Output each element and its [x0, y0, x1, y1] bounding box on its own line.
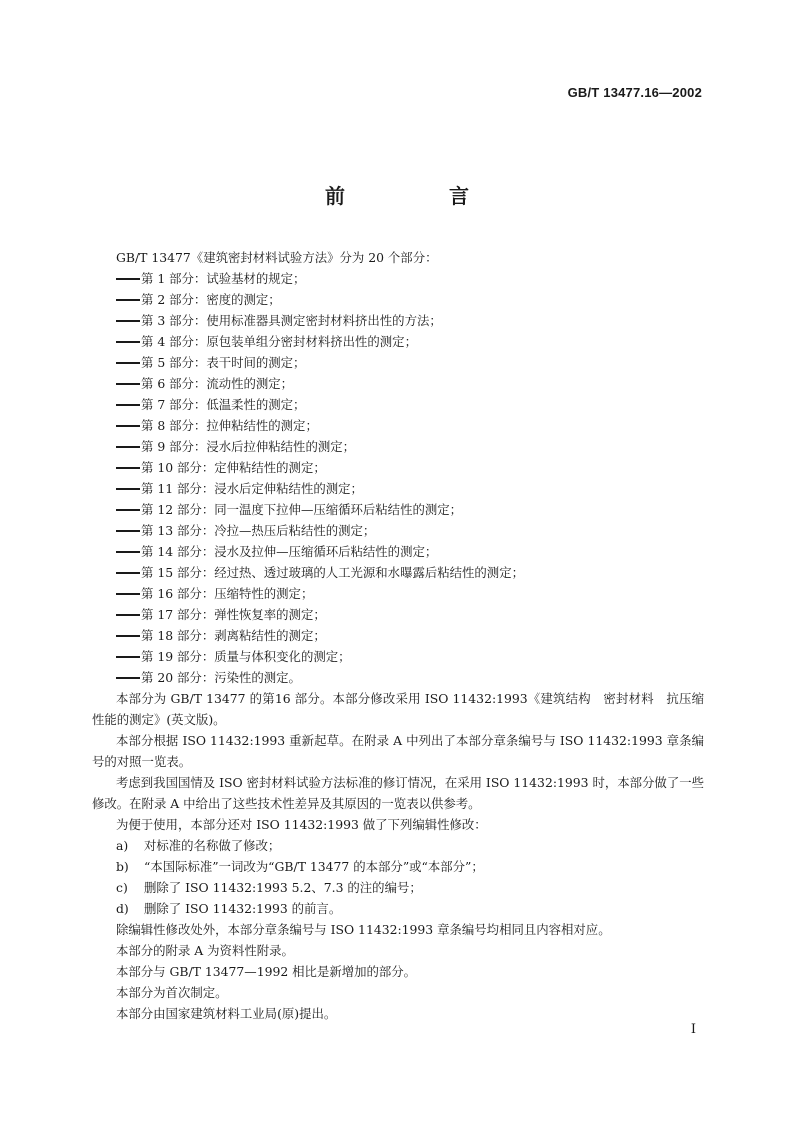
- standard-code: GB/T 13477.16—2002: [567, 85, 702, 100]
- closing-paragraph: 本部分由国家建筑材料工业局(原)提出。: [116, 1006, 337, 1021]
- list-item: 第 12 部分：同一温度下拉伸—压缩循环后粘结性的测定；: [92, 499, 704, 520]
- list-item: 第 6 部分：流动性的测定；: [92, 373, 704, 394]
- editorial-intro-paragraph: 为便于使用，本部分还对 ISO 11432:1993 做了下列编辑性修改：: [116, 817, 487, 832]
- closing-paragraph: 除编辑性修改处外，本部分章条编号与 ISO 11432:1993 章条编号均相同且内容相对应。: [116, 922, 611, 937]
- em-dash-mark: [116, 677, 140, 679]
- em-dash-mark: [116, 572, 140, 574]
- em-dash-mark: [116, 635, 140, 637]
- em-dash-mark: [116, 656, 140, 658]
- list-item: d) 删除了 ISO 11432:1993 的前言。: [116, 901, 342, 916]
- foreword-body: [92, 247, 704, 1024]
- em-dash-mark: [116, 299, 140, 301]
- list-item: 第 11 部分：浸水后定伸粘结性的测定；: [92, 478, 704, 499]
- modification-paragraph: 考虑到我国国情及 ISO 密封材料试验方法标准的修订情况，在采用 ISO 11432:1993 时，本部分做了一些修改。在附录 A 中给出了这些技术性差异及其原因的一览表以供参考。: [92, 775, 704, 811]
- em-dash-mark: [116, 551, 140, 553]
- closing-paragraph: 本部分的附录 A 为资料性附录。: [116, 943, 294, 958]
- page-number: I: [690, 1022, 696, 1037]
- em-dash-mark: [116, 425, 140, 427]
- em-dash-mark: [116, 320, 140, 322]
- em-dash-mark: [116, 278, 140, 280]
- em-dash-mark: [116, 341, 140, 343]
- intro-paragraph: GB/T 13477《建筑密封材料试验方法》分为 20 个部分：: [116, 250, 438, 265]
- list-item: 第 20 部分：污染性的测定。: [92, 667, 704, 688]
- list-item: 第 17 部分：弹性恢复率的测定；: [92, 604, 704, 625]
- list-item: 第 19 部分：质量与体积变化的测定；: [92, 646, 704, 667]
- list-item: 第 2 部分：密度的测定；: [92, 289, 704, 310]
- list-item: b) “本国际标准”一词改为“GB/T 13477 的本部分”或“本部分”；: [116, 859, 484, 874]
- closing-paragraph: 本部分为首次制定。: [116, 985, 228, 1000]
- list-item: 第 4 部分：原包装单组分密封材料挤出性的测定；: [92, 331, 704, 352]
- em-dash-mark: [116, 509, 140, 511]
- list-item: 第 8 部分：拉伸粘结性的测定；: [92, 415, 704, 436]
- em-dash-mark: [116, 467, 140, 469]
- list-item: 第 18 部分：剥离粘结性的测定；: [92, 625, 704, 646]
- em-dash-mark: [116, 488, 140, 490]
- list-item: 第 9 部分：浸水后拉伸粘结性的测定；: [92, 436, 704, 457]
- parts-list: [92, 268, 704, 688]
- list-item: c) 删除了 ISO 11432:1993 5.2、7.3 的注的编号；: [116, 880, 422, 895]
- list-item: 第 16 部分：压缩特性的测定；: [92, 583, 704, 604]
- em-dash-mark: [116, 530, 140, 532]
- list-item: 第 10 部分：定伸粘结性的测定；: [92, 457, 704, 478]
- drafting-paragraph: 本部分根据 ISO 11432:1993 重新起草。在附录 A 中列出了本部分章条编号与 ISO 11432:1993 章条编号的对照一览表。: [92, 733, 704, 769]
- list-item: 第 15 部分：经过热、透过玻璃的人工光源和水曝露后粘结性的测定；: [92, 562, 704, 583]
- closing-paragraph: 本部分与 GB/T 13477—1992 相比是新增加的部分。: [116, 964, 417, 979]
- page-title: 前 言: [325, 184, 511, 208]
- list-item: 第 14 部分：浸水及拉伸—压缩循环后粘结性的测定；: [92, 541, 704, 562]
- em-dash-mark: [116, 404, 140, 406]
- em-dash-mark: [116, 362, 140, 364]
- list-item: 第 7 部分：低温柔性的测定；: [92, 394, 704, 415]
- adoption-paragraph: 本部分为 GB/T 13477 的第16 部分。本部分修改采用 ISO 11432:1993《建筑结构 密封材料 抗压缩性能的测定》(英文版)。: [92, 691, 704, 727]
- em-dash-mark: [116, 383, 140, 385]
- editorial-list: [92, 835, 704, 919]
- list-item: 第 1 部分：试验基材的规定；: [92, 268, 704, 289]
- list-item: a) 对标准的名称做了修改；: [116, 838, 281, 853]
- list-item: 第 13 部分：冷拉—热压后粘结性的测定；: [92, 520, 704, 541]
- list-item: 第 5 部分：表干时间的测定；: [92, 352, 704, 373]
- em-dash-mark: [116, 446, 140, 448]
- list-item: 第 3 部分：使用标准器具测定密封材料挤出性的方法；: [92, 310, 704, 331]
- em-dash-mark: [116, 614, 140, 616]
- em-dash-mark: [116, 593, 140, 595]
